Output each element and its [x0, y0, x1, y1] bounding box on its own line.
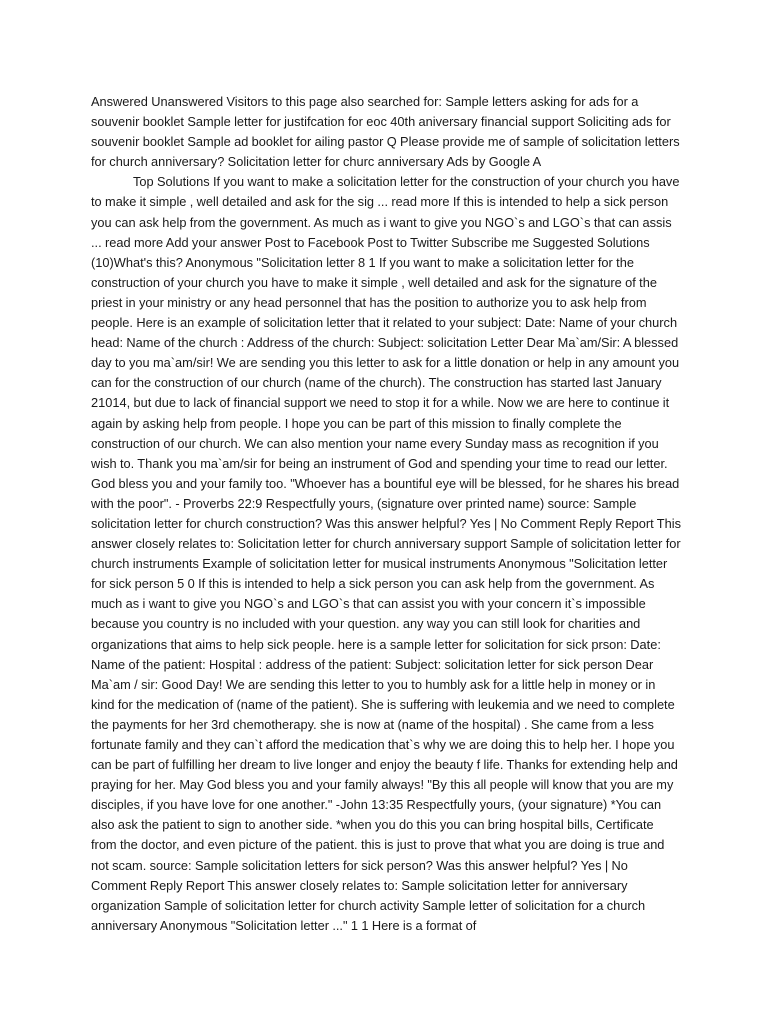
document-body — [91, 92, 681, 936]
paragraph-main — [91, 172, 681, 936]
paragraph-intro: Answered Unanswered Visitors to this page also searched for: Sample letters asking for ads for a souvenir booklet Sample letter for justifcation for eoc 40th aniversary financial support Soliciting ads for souvenir booklet Sample ad booklet for ailing pastor Q Please provide me of sample of solicitation letters for church anniversary? Solicitation letter for churc anniversary Ads by Google A — [91, 94, 680, 170]
paragraph-main-text: Top Solutions If you want to make a solicitation letter for the construction of your church you have to make it simple , well detailed and ask for the sig ... read more If this is intended to help a sick person you can ask help from the government. As much as i want to give you NGO`s and LGO`s that can assis ... read more Add your answer Post to Facebook Post to Twitter Subscribe me Suggested Solutions (10)What's this? Anonymous "Solicitation letter 8 1 If you want to make a solicitation letter for the construction of your church you have to make it simple , well detailed and ask for the signature of the priest in your ministry or any head personnel that has the position to authorize you to ask help from people. Here is an example of solicitation letter that it related to your subject: Date: Name of your church head: Name of the church : Address of the church: Subject: solicitation Letter Dear Ma`am/Sir: A blessed day to you ma`am/sir! We are sending you this letter to ask for a little donation or help in any amount you can for the construction of our church (name of the church). The construction has started last January 21014, but due to lack of financial support we need to stop it for a while. Now we are here to continue it again by asking help from people. I hope you can be part of this mission to finally complete the construction of our church. We can also mention your name every Sunday mass as recognition if you wish to. Thank you ma`am/sir for being an instrument of God and spending your time to read our letter. God bless you and your family too. "Whoever has a bountiful eye will be blessed, for he shares his bread with the poor". - Proverbs 22:9 Respectfully yours, (signature over printed name) source: Sample solicitation letter for church construction? Was this answer helpful? Yes | No Comment Reply Report This answer closely relates to: Solicitation letter for church anniversary support Sample of solicitation letter for church instruments Example of solicitation letter for musical instruments Anonymous "Solicitation letter for sick person 5 0 If this is intended to help a sick person you can ask help from the government. As much as i want to give you NGO`s and LGO`s that can assist you with your concern it`s impossible because you country is no included with your question. any way you can still look for charities and organizations that aims to help sick people. here is a sample letter for solicitation for sick prson: Date: Name of the patient: Hospital : address of the patient: Subject: solicitation letter for sick person Dear Ma`am / sir: Good Day! We are sending this letter to you to humbly ask for a little help in money or in kind for the medication of (name of the patient). She is suffering with leukemia and we need to complete the payments for her 3rd chemotherapy. she is now at (name of the hospital) . She came from a less fortunate family and they can`t afford the medication that`s why we are doing this to help her. I hope you can be part of fulfilling her dream to live longer and enjoy the beauty f life. Thanks for extending help and praying for her. May God bless you and your family always! "By this all people will know that you are my disciples, if you have love for one another." -John 13:35 Respectfully yours, (your signature) *You can also ask the patient to sign to another side. *when you do this you can bring hospital bills, Certificate from the doctor, and even picture of the patient. this is just to prove that what you are doing is true and not scam. source: Sample solicitation letters for sick person? Was this answer helpful? Yes | No Comment Reply Report This answer closely relates to: Sample solicitation letter for anniversary organization Sample of solicitation letter for church activity Sample letter of solicitation for a church anniversary Anonymous "Solicitation letter ..." 1 1 Here is a format of — [91, 174, 681, 933]
